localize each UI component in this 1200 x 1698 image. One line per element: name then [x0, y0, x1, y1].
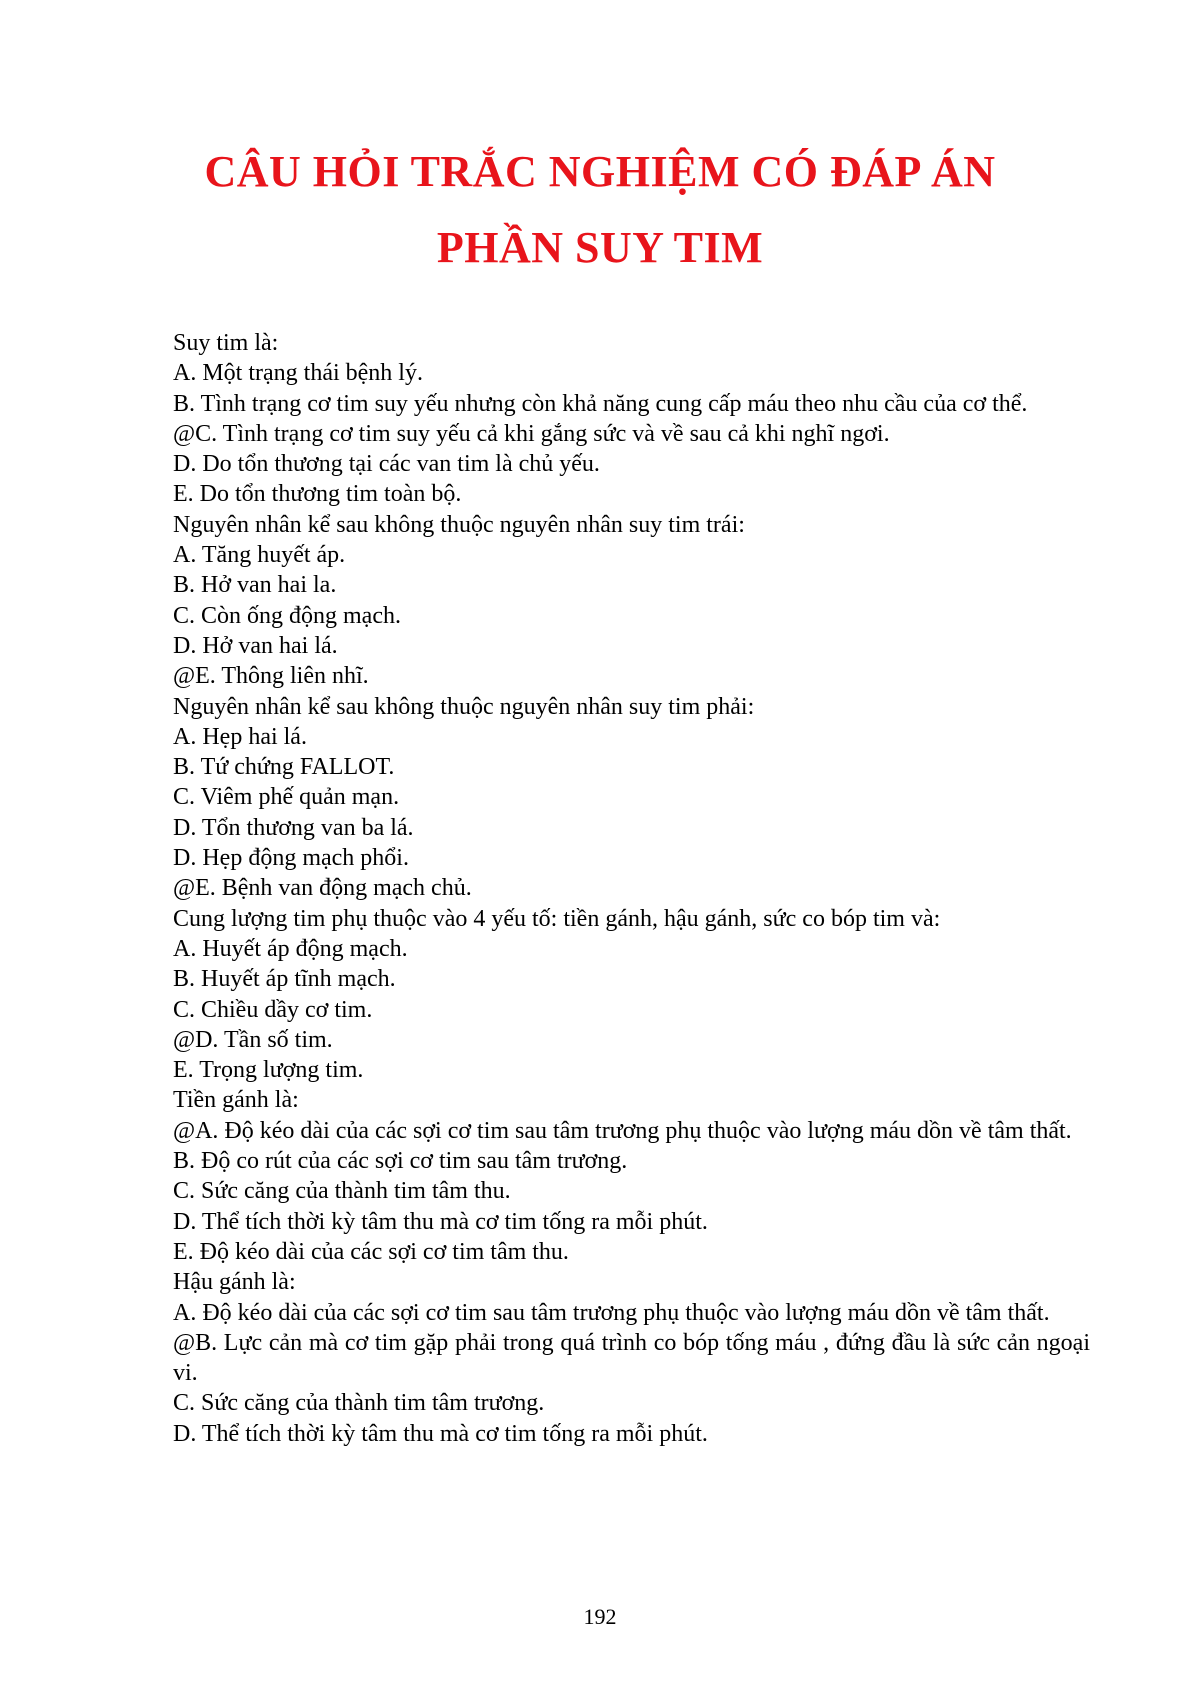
answer-option: B. Huyết áp tĩnh mạch.	[173, 966, 396, 993]
answer-option: D. Tổn thương van ba lá.	[173, 814, 414, 841]
answer-option: E. Độ kéo dài của các sợi cơ tim tâm thu.	[173, 1238, 569, 1265]
correct-answer-option: @C. Tình trạng cơ tim suy yếu cả khi gắng sức và về sau cả khi nghĩ ngơi.	[173, 420, 890, 447]
question-text: Hậu gánh là:	[173, 1269, 296, 1296]
correct-answer-option: @B. Lực cản mà cơ tim gặp phải trong quá trình co bóp tống máu , đứng đầu là sức cản ngoại vi.	[173, 1329, 1090, 1387]
answer-option: B. Tình trạng cơ tim suy yếu nhưng còn khả năng cung cấp máu theo nhu cầu của cơ thể.	[173, 390, 1028, 417]
question-text: Cung lượng tim phụ thuộc vào 4 yếu tố: tiền gánh, hậu gánh, sức co bóp tim và:	[173, 905, 941, 932]
answer-option: E. Do tổn thương tim toàn bộ.	[173, 481, 462, 508]
answer-option: C. Sức căng của thành tim tâm thu.	[173, 1178, 511, 1205]
answer-option: C. Sức căng của thành tim tâm trương.	[173, 1390, 545, 1417]
answer-option: B. Độ co rút của các sợi cơ tim sau tâm trương.	[173, 1148, 628, 1175]
answer-option: C. Còn ống động mạch.	[173, 602, 401, 629]
correct-answer-option: @A. Độ kéo dài của các sợi cơ tim sau tâm trương phụ thuộc vào lượng máu dồn về tâm thất.	[173, 1117, 1072, 1144]
answer-option: A. Độ kéo dài của các sợi cơ tim sau tâm trương phụ thuộc vào lượng máu dồn về tâm thất.	[173, 1299, 1050, 1326]
answer-option: C. Viêm phế quản mạn.	[173, 784, 400, 811]
question-text: Tiền gánh là:	[173, 1087, 299, 1114]
answer-option: E. Trọng lượng tim.	[173, 1057, 364, 1084]
document-title-line-1: CÂU HỎI TRẮC NGHIỆM CÓ ĐÁP ÁN	[204, 147, 996, 196]
answer-option: D. Hở van hai lá.	[173, 632, 338, 659]
correct-answer-option: @E. Bệnh van động mạch chủ.	[173, 875, 472, 902]
answer-option: D. Thể tích thời kỳ tâm thu mà cơ tim tống ra mỗi phút.	[173, 1208, 708, 1235]
question-list	[173, 328, 1090, 1449]
correct-answer-option: @D. Tần số tim.	[173, 1026, 333, 1053]
document-title-line-2: PHẦN SUY TIM	[436, 223, 764, 272]
correct-answer-option: @E. Thông liên nhĩ.	[173, 663, 369, 690]
answer-option: D. Thể tích thời kỳ tâm thu mà cơ tim tống ra mỗi phút.	[173, 1420, 708, 1447]
answer-option: A. Một trạng thái bệnh lý.	[173, 360, 423, 387]
question-text: Suy tim là:	[173, 330, 279, 356]
question-text: Nguyên nhân kể sau không thuộc nguyên nhân suy tim phải:	[173, 693, 755, 720]
answer-option: A. Hẹp hai lá.	[173, 723, 307, 750]
answer-option: A. Tăng huyết áp.	[173, 542, 346, 569]
answer-option: A. Huyết áp động mạch.	[173, 935, 408, 962]
page-number: 192	[583, 1604, 617, 1629]
answer-option: B. Tứ chứng FALLOT.	[173, 754, 395, 781]
answer-option: C. Chiều dầy cơ tim.	[173, 996, 373, 1023]
answer-option: B. Hở van hai la.	[173, 572, 337, 599]
answer-option: D. Do tổn thương tại các van tim là chủ yếu.	[173, 451, 600, 478]
question-text: Nguyên nhân kể sau không thuộc nguyên nhân suy tim trái:	[173, 511, 745, 538]
answer-option: D. Hẹp động mạch phổi.	[173, 845, 409, 872]
